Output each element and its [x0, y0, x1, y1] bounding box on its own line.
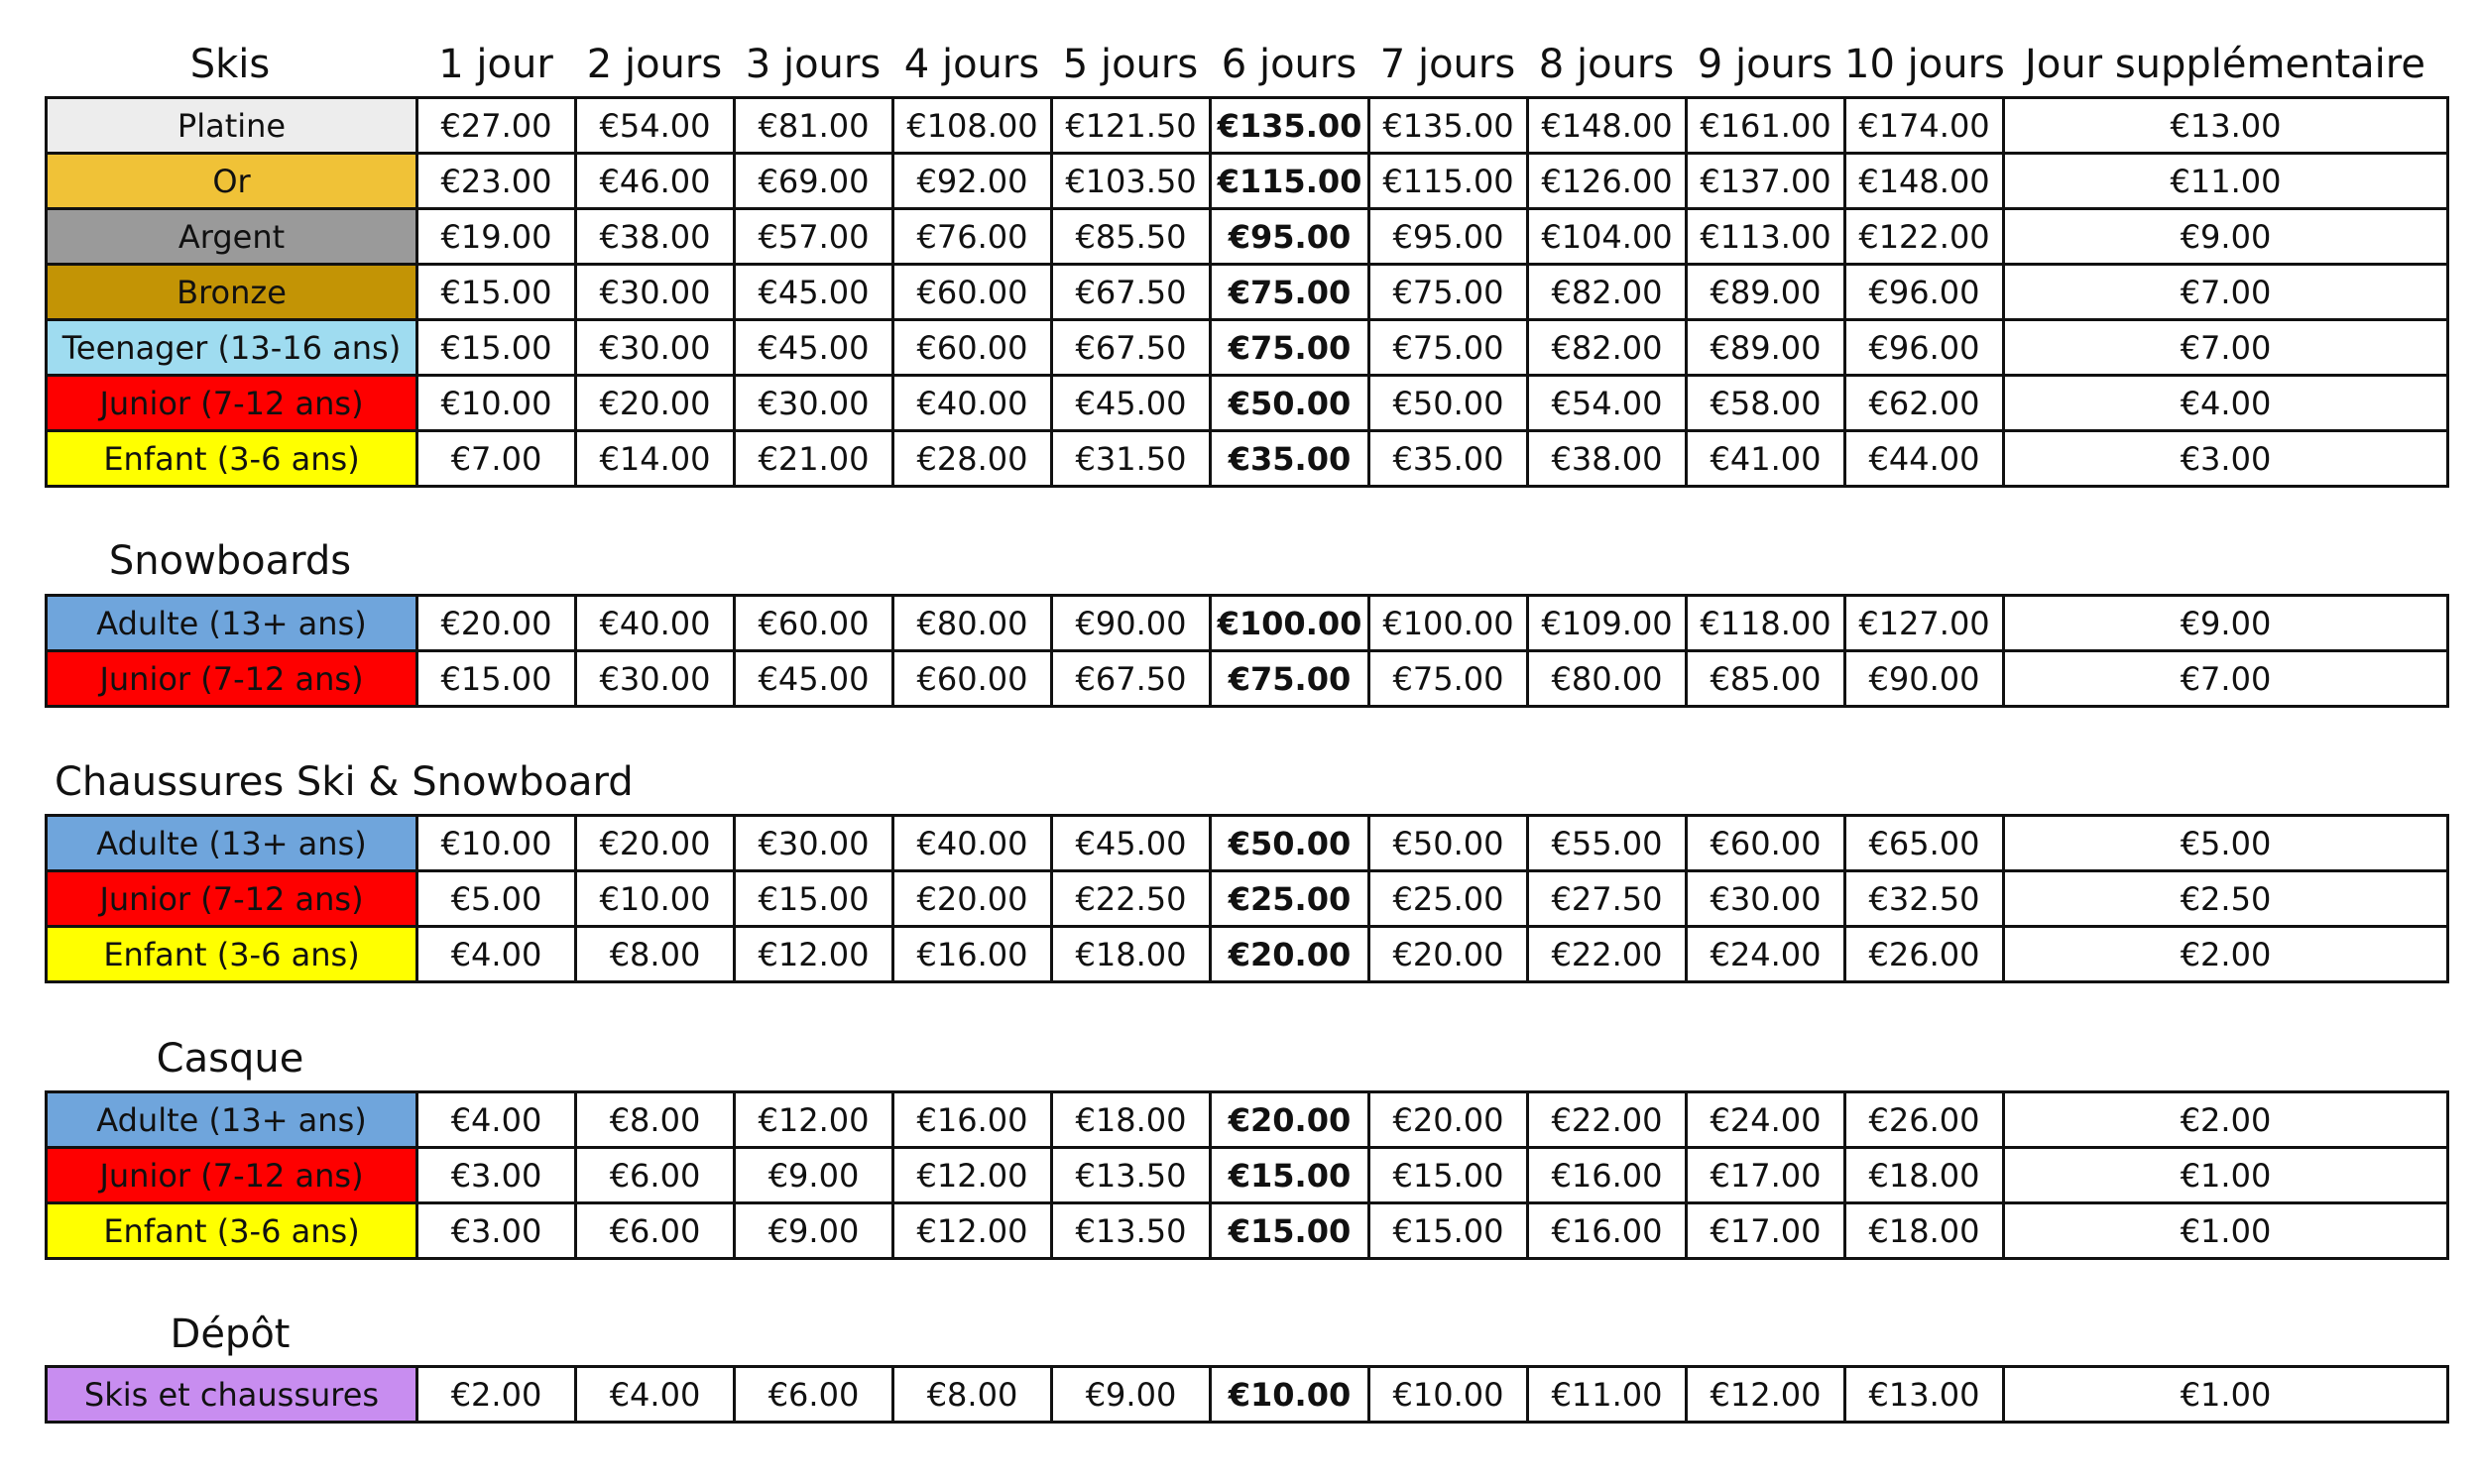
- price-cell: €30.00: [576, 320, 735, 376]
- price-cell: €60.00: [893, 265, 1052, 320]
- price-cell: €104.00: [1528, 209, 1687, 265]
- price-cell: €20.00: [1369, 927, 1528, 982]
- price-cell: €2.00: [2004, 1092, 2448, 1148]
- price-cell: €12.00: [893, 1148, 1052, 1203]
- price-cell: €82.00: [1528, 265, 1687, 320]
- price-cell: €25.00: [1369, 871, 1528, 927]
- table-row: [47, 209, 2448, 265]
- price-cell: €109.00: [1528, 596, 1687, 651]
- price-cell: €50.00: [1369, 816, 1528, 871]
- price-cell: €20.00: [576, 816, 735, 871]
- price-cell: €67.50: [1052, 320, 1211, 376]
- price-cell: €45.00: [735, 265, 893, 320]
- table-row: [47, 1367, 2448, 1423]
- price-cell: €16.00: [1528, 1148, 1687, 1203]
- price-cell: €161.00: [1687, 98, 1845, 154]
- price-cell: €40.00: [893, 376, 1052, 431]
- price-cell: €18.00: [1845, 1148, 2004, 1203]
- price-cell: €25.00: [1211, 871, 1369, 927]
- price-cell: €5.00: [2004, 816, 2448, 871]
- price-cell: €8.00: [893, 1367, 1052, 1423]
- price-cell: €20.00: [1211, 927, 1369, 982]
- price-cell: €4.00: [417, 1092, 576, 1148]
- price-cell: €14.00: [576, 431, 735, 487]
- price-cell: €20.00: [893, 871, 1052, 927]
- price-cell: €90.00: [1052, 596, 1211, 651]
- price-cell: €45.00: [735, 320, 893, 376]
- row-label: Bronze: [47, 265, 417, 320]
- section-title-depot: Dépôt: [170, 1312, 291, 1357]
- price-cell: €15.00: [1369, 1203, 1528, 1259]
- price-cell: €24.00: [1687, 927, 1845, 982]
- price-cell: €6.00: [576, 1148, 735, 1203]
- price-cell: €115.00: [1211, 154, 1369, 209]
- price-cell: €60.00: [735, 596, 893, 651]
- table-row: [47, 320, 2448, 376]
- table-row: [47, 1203, 2448, 1259]
- header-7-jours: 7 jours: [1379, 42, 1516, 87]
- price-cell: €80.00: [1528, 651, 1687, 707]
- price-table-snowboards: [45, 594, 2449, 708]
- price-cell: €85.00: [1687, 651, 1845, 707]
- price-cell: €69.00: [735, 154, 893, 209]
- price-cell: €4.00: [576, 1367, 735, 1423]
- price-cell: €12.00: [1687, 1367, 1845, 1423]
- price-cell: €40.00: [576, 596, 735, 651]
- table-row: [47, 816, 2448, 871]
- price-cell: €2.50: [2004, 871, 2448, 927]
- price-cell: €9.00: [2004, 596, 2448, 651]
- price-cell: €10.00: [1369, 1367, 1528, 1423]
- header-jour-supplementaire: Jour supplémentaire: [2025, 42, 2425, 87]
- price-cell: €2.00: [417, 1367, 576, 1423]
- price-cell: €148.00: [1528, 98, 1687, 154]
- table-row: [47, 1092, 2448, 1148]
- price-cell: €3.00: [417, 1148, 576, 1203]
- price-cell: €67.50: [1052, 651, 1211, 707]
- header-3-jours: 3 jours: [745, 42, 882, 87]
- price-cell: €9.00: [2004, 209, 2448, 265]
- price-cell: €9.00: [735, 1148, 893, 1203]
- row-label: Enfant (3-6 ans): [47, 431, 417, 487]
- table-row: [47, 431, 2448, 487]
- row-label: Junior (7-12 ans): [47, 1148, 417, 1203]
- table-row: [47, 651, 2448, 707]
- price-cell: €60.00: [893, 320, 1052, 376]
- price-cell: €10.00: [417, 376, 576, 431]
- price-cell: €9.00: [735, 1203, 893, 1259]
- price-cell: €45.00: [1052, 376, 1211, 431]
- price-cell: €100.00: [1211, 596, 1369, 651]
- price-cell: €75.00: [1211, 651, 1369, 707]
- row-label: Adulte (13+ ans): [47, 1092, 417, 1148]
- price-cell: €81.00: [735, 98, 893, 154]
- row-label: Junior (7-12 ans): [47, 376, 417, 431]
- price-cell: €75.00: [1211, 265, 1369, 320]
- price-cell: €15.00: [417, 320, 576, 376]
- price-cell: €21.00: [735, 431, 893, 487]
- price-cell: €30.00: [735, 376, 893, 431]
- table-row: [47, 154, 2448, 209]
- price-table-depot: [45, 1365, 2449, 1424]
- price-cell: €60.00: [893, 651, 1052, 707]
- price-cell: €50.00: [1369, 376, 1528, 431]
- price-cell: €127.00: [1845, 596, 2004, 651]
- section-title-casque: Casque: [156, 1036, 304, 1082]
- price-cell: €135.00: [1369, 98, 1528, 154]
- price-cell: €95.00: [1211, 209, 1369, 265]
- price-cell: €23.00: [417, 154, 576, 209]
- price-cell: €8.00: [576, 927, 735, 982]
- price-cell: €54.00: [576, 98, 735, 154]
- price-cell: €6.00: [735, 1367, 893, 1423]
- price-cell: €3.00: [417, 1203, 576, 1259]
- header-10-jours: 10 jours: [1844, 42, 2005, 87]
- price-cell: €7.00: [2004, 320, 2448, 376]
- price-cell: €76.00: [893, 209, 1052, 265]
- price-cell: €12.00: [735, 1092, 893, 1148]
- table-row: [47, 265, 2448, 320]
- price-cell: €11.00: [1528, 1367, 1687, 1423]
- price-cell: €26.00: [1845, 927, 2004, 982]
- price-cell: €1.00: [2004, 1367, 2448, 1423]
- table-row: [47, 98, 2448, 154]
- price-cell: €4.00: [2004, 376, 2448, 431]
- price-cell: €46.00: [576, 154, 735, 209]
- price-cell: €89.00: [1687, 265, 1845, 320]
- price-cell: €7.00: [2004, 651, 2448, 707]
- price-cell: €75.00: [1369, 651, 1528, 707]
- price-cell: €85.50: [1052, 209, 1211, 265]
- price-cell: €55.00: [1528, 816, 1687, 871]
- price-cell: €80.00: [893, 596, 1052, 651]
- row-label: Or: [47, 154, 417, 209]
- section-title-chaussures: Chaussures Ski & Snowboard: [55, 759, 634, 805]
- row-label: Junior (7-12 ans): [47, 651, 417, 707]
- price-cell: €121.50: [1052, 98, 1211, 154]
- price-cell: €50.00: [1211, 376, 1369, 431]
- row-label: Skis et chaussures: [47, 1367, 417, 1423]
- price-cell: €32.50: [1845, 871, 2004, 927]
- header-4-jours: 4 jours: [903, 42, 1040, 87]
- price-cell: €1.00: [2004, 1203, 2448, 1259]
- price-cell: €19.00: [417, 209, 576, 265]
- price-cell: €60.00: [1687, 816, 1845, 871]
- price-cell: €24.00: [1687, 1092, 1845, 1148]
- header-2-jours: 2 jours: [586, 42, 723, 87]
- price-cell: €15.00: [417, 265, 576, 320]
- price-cell: €22.50: [1052, 871, 1211, 927]
- price-cell: €20.00: [417, 596, 576, 651]
- price-cell: €174.00: [1845, 98, 2004, 154]
- price-cell: €15.00: [417, 651, 576, 707]
- price-cell: €38.00: [1528, 431, 1687, 487]
- price-cell: €103.50: [1052, 154, 1211, 209]
- price-cell: €3.00: [2004, 431, 2448, 487]
- price-cell: €22.00: [1528, 927, 1687, 982]
- price-cell: €30.00: [576, 265, 735, 320]
- price-cell: €115.00: [1369, 154, 1528, 209]
- table-row: [47, 927, 2448, 982]
- price-cell: €16.00: [893, 1092, 1052, 1148]
- price-cell: €31.50: [1052, 431, 1211, 487]
- price-cell: €67.50: [1052, 265, 1211, 320]
- price-table-chaussures: [45, 814, 2449, 983]
- price-cell: €45.00: [735, 651, 893, 707]
- price-cell: €13.50: [1052, 1203, 1211, 1259]
- price-cell: €22.00: [1528, 1092, 1687, 1148]
- price-cell: €17.00: [1687, 1148, 1845, 1203]
- table-row: [47, 871, 2448, 927]
- price-cell: €18.00: [1052, 927, 1211, 982]
- price-cell: €15.00: [1211, 1148, 1369, 1203]
- price-cell: €20.00: [1211, 1092, 1369, 1148]
- row-label: Enfant (3-6 ans): [47, 927, 417, 982]
- price-cell: €96.00: [1845, 320, 2004, 376]
- price-cell: €40.00: [893, 816, 1052, 871]
- price-cell: €8.00: [576, 1092, 735, 1148]
- price-cell: €13.50: [1052, 1148, 1211, 1203]
- price-cell: €26.00: [1845, 1092, 2004, 1148]
- price-cell: €12.00: [893, 1203, 1052, 1259]
- price-cell: €30.00: [576, 651, 735, 707]
- price-cell: €20.00: [576, 376, 735, 431]
- price-cell: €89.00: [1687, 320, 1845, 376]
- price-cell: €18.00: [1845, 1203, 2004, 1259]
- price-cell: €100.00: [1369, 596, 1528, 651]
- price-cell: €137.00: [1687, 154, 1845, 209]
- price-cell: €75.00: [1369, 320, 1528, 376]
- header-8-jours: 8 jours: [1538, 42, 1675, 87]
- price-cell: €90.00: [1845, 651, 2004, 707]
- price-cell: €13.00: [2004, 98, 2448, 154]
- table-row: [47, 376, 2448, 431]
- price-cell: €30.00: [735, 816, 893, 871]
- row-label: Argent: [47, 209, 417, 265]
- table-row: [47, 596, 2448, 651]
- header-5-jours: 5 jours: [1062, 42, 1199, 87]
- table-row: [47, 1148, 2448, 1203]
- price-cell: €10.00: [417, 816, 576, 871]
- price-cell: €12.00: [735, 927, 893, 982]
- price-cell: €17.00: [1687, 1203, 1845, 1259]
- price-cell: €50.00: [1211, 816, 1369, 871]
- price-cell: €6.00: [576, 1203, 735, 1259]
- price-cell: €10.00: [1211, 1367, 1369, 1423]
- row-label: Adulte (13+ ans): [47, 816, 417, 871]
- price-cell: €35.00: [1211, 431, 1369, 487]
- price-cell: €82.00: [1528, 320, 1687, 376]
- price-cell: €10.00: [576, 871, 735, 927]
- price-cell: €38.00: [576, 209, 735, 265]
- price-cell: €28.00: [893, 431, 1052, 487]
- header-6-jours: 6 jours: [1221, 42, 1358, 87]
- section-title-snowboards: Snowboards: [108, 538, 352, 584]
- price-cell: €95.00: [1369, 209, 1528, 265]
- price-cell: €16.00: [893, 927, 1052, 982]
- price-cell: €11.00: [2004, 154, 2448, 209]
- price-cell: €7.00: [2004, 265, 2448, 320]
- price-cell: €75.00: [1211, 320, 1369, 376]
- price-cell: €75.00: [1369, 265, 1528, 320]
- price-cell: €13.00: [1845, 1367, 2004, 1423]
- price-cell: €45.00: [1052, 816, 1211, 871]
- price-cell: €96.00: [1845, 265, 2004, 320]
- price-cell: €18.00: [1052, 1092, 1211, 1148]
- row-label: Platine: [47, 98, 417, 154]
- price-cell: €54.00: [1528, 376, 1687, 431]
- price-cell: €108.00: [893, 98, 1052, 154]
- header-1-jour: 1 jour: [438, 42, 553, 87]
- price-cell: €20.00: [1369, 1092, 1528, 1148]
- price-cell: €41.00: [1687, 431, 1845, 487]
- price-cell: €113.00: [1687, 209, 1845, 265]
- price-cell: €7.00: [417, 431, 576, 487]
- price-cell: €118.00: [1687, 596, 1845, 651]
- price-cell: €65.00: [1845, 816, 2004, 871]
- price-table-skis: [45, 96, 2449, 488]
- price-cell: €92.00: [893, 154, 1052, 209]
- row-label: Junior (7-12 ans): [47, 871, 417, 927]
- row-label: Adulte (13+ ans): [47, 596, 417, 651]
- price-cell: €35.00: [1369, 431, 1528, 487]
- price-cell: €148.00: [1845, 154, 2004, 209]
- price-cell: €126.00: [1528, 154, 1687, 209]
- row-label: Teenager (13-16 ans): [47, 320, 417, 376]
- price-table-casque: [45, 1090, 2449, 1260]
- price-cell: €122.00: [1845, 209, 2004, 265]
- price-cell: €4.00: [417, 927, 576, 982]
- header-9-jours: 9 jours: [1697, 42, 1833, 87]
- price-cell: €1.00: [2004, 1148, 2448, 1203]
- price-cell: €62.00: [1845, 376, 2004, 431]
- price-cell: €44.00: [1845, 431, 2004, 487]
- price-cell: €30.00: [1687, 871, 1845, 927]
- price-cell: €9.00: [1052, 1367, 1211, 1423]
- price-cell: €15.00: [735, 871, 893, 927]
- price-cell: €57.00: [735, 209, 893, 265]
- section-title-skis: Skis: [189, 42, 271, 87]
- price-cell: €15.00: [1211, 1203, 1369, 1259]
- price-cell: €27.00: [417, 98, 576, 154]
- price-cell: €58.00: [1687, 376, 1845, 431]
- price-cell: €135.00: [1211, 98, 1369, 154]
- price-cell: €5.00: [417, 871, 576, 927]
- price-cell: €2.00: [2004, 927, 2448, 982]
- row-label: Enfant (3-6 ans): [47, 1203, 417, 1259]
- price-cell: €16.00: [1528, 1203, 1687, 1259]
- price-cell: €27.50: [1528, 871, 1687, 927]
- price-cell: €15.00: [1369, 1148, 1528, 1203]
